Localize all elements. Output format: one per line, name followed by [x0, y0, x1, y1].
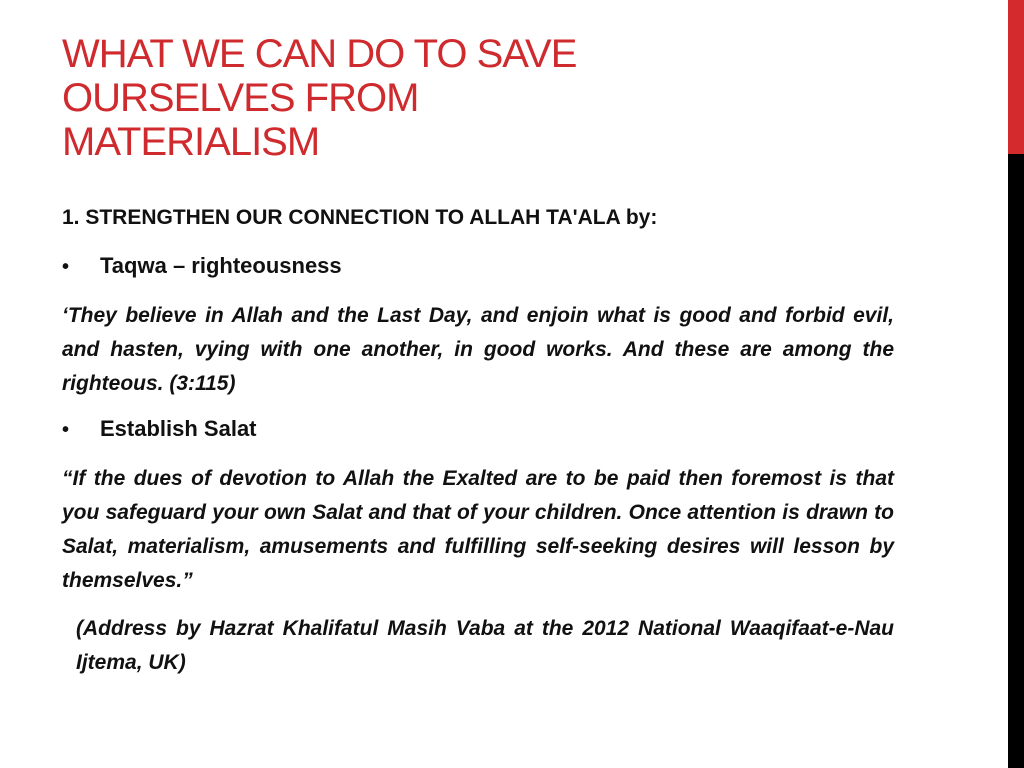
title-line-2: OURSELVES FROM	[62, 76, 419, 120]
title-line-1: WHAT WE CAN DO TO SAVE	[62, 32, 577, 76]
title-line-3: MATERIALISM	[62, 120, 320, 164]
section-heading: 1. STRENGTHEN OUR CONNECTION TO ALLAH TA'ALA by:	[62, 206, 658, 229]
accent-bar-black	[1008, 154, 1024, 768]
quote-quran: ‘They believe in Allah and the Last Day, and enjoin what is good and forbid evil, and hasten, vying with one another, in good works. And these are among the righteous. (3:115)	[62, 304, 894, 395]
citation: (Address by Hazrat Khalifatul Masih Vaba at the 2012 National Waaqifaat-e-Nau Ijtema, UK)	[76, 617, 894, 674]
slide-title	[62, 32, 702, 164]
bullet-salat	[62, 415, 894, 444]
bullet-icon: •	[62, 419, 70, 441]
slide-body	[62, 204, 894, 680]
accent-bar-red	[1008, 0, 1024, 154]
bullet-icon: •	[62, 256, 70, 278]
bullet-label: Taqwa – righteousness	[100, 253, 342, 278]
quote-address: “If the dues of devotion to Allah the Exalted are to be paid then foremost is that you safeguard your own Salat and that of your children. Once attention is drawn to Salat, materialism, amusements and fulfilling self-seeking desires will lesson by themselves.”	[62, 467, 894, 592]
bullet-label: Establish Salat	[100, 416, 257, 441]
bullet-taqwa	[62, 252, 894, 281]
